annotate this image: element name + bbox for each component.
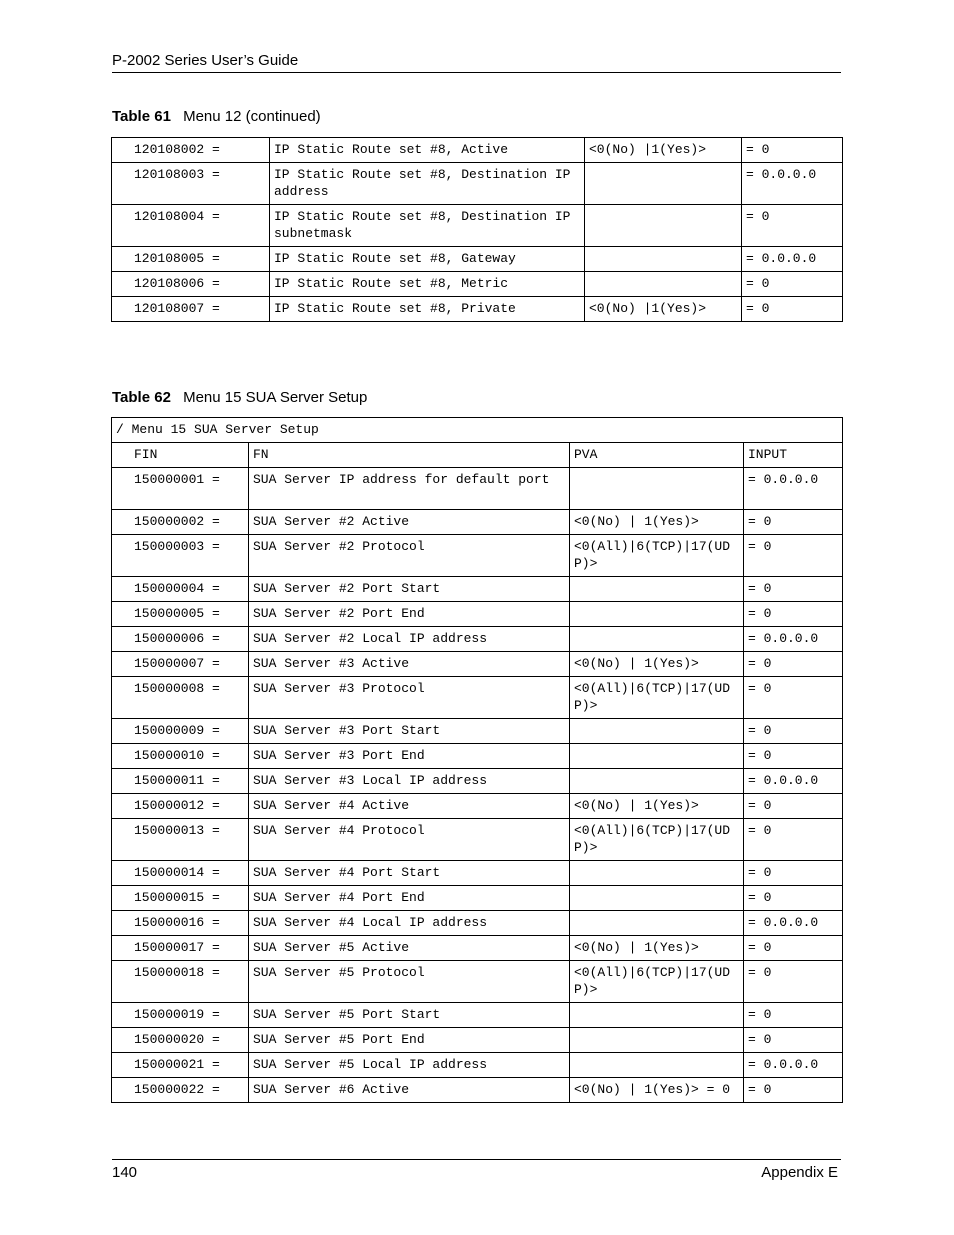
table-row — [112, 769, 843, 794]
table-row — [112, 272, 843, 297]
cell-fin: 150000012 = — [112, 794, 249, 819]
cell-input: = 0 — [744, 819, 843, 861]
table-row — [112, 510, 843, 535]
cell-pva — [585, 205, 742, 247]
cell-fin: 150000004 = — [112, 577, 249, 602]
table-row — [112, 627, 843, 652]
cell-input: = 0 — [744, 936, 843, 961]
cell-input: = 0.0.0.0 — [744, 911, 843, 936]
cell-fin: 150000017 = — [112, 936, 249, 961]
table-62 — [111, 417, 843, 1103]
cell-input: = 0.0.0.0 — [742, 247, 843, 272]
cell-input: = 0 — [744, 510, 843, 535]
cell-fn: IP Static Route set #8, Active — [270, 138, 585, 163]
cell-fn: SUA Server #2 Active — [249, 510, 570, 535]
cell-pva: <0(No) | 1(Yes)> — [570, 936, 744, 961]
table61-label: Table 61 — [112, 108, 171, 125]
table-row — [112, 577, 843, 602]
cell-fn: SUA Server #4 Protocol — [249, 819, 570, 861]
cell-fn: SUA Server #4 Local IP address — [249, 911, 570, 936]
cell-input: = 0 — [744, 602, 843, 627]
table-row — [112, 677, 843, 719]
cell-fn: IP Static Route set #8, Metric — [270, 272, 585, 297]
cell-pva — [570, 1028, 744, 1053]
cell-pva: <0(No) |1(Yes)> — [585, 297, 742, 322]
table-row — [112, 961, 843, 1003]
page-header — [112, 52, 841, 73]
cell-fn: SUA Server #3 Local IP address — [249, 769, 570, 794]
cell-fin: 150000007 = — [112, 652, 249, 677]
cell-pva: <0(All)|6(TCP)|17(UDP)> — [570, 535, 744, 577]
cell-fn: SUA Server #3 Active — [249, 652, 570, 677]
cell-pva: <0(All)|6(TCP)|17(UDP)> — [570, 677, 744, 719]
cell-fn: IP Static Route set #8, Destination IP subnetmask — [270, 205, 585, 247]
cell-pva — [570, 468, 744, 510]
cell-fin: 150000021 = — [112, 1053, 249, 1078]
table-row — [112, 794, 843, 819]
cell-fin: 120108006 = — [112, 272, 270, 297]
cell-fin: 150000022 = — [112, 1078, 249, 1103]
cell-pva: <0(No) | 1(Yes)> — [570, 510, 744, 535]
cell-pva: <0(All)|6(TCP)|17(UDP)> — [570, 819, 744, 861]
cell-input: = 0 — [742, 138, 843, 163]
cell-fn: SUA Server #4 Port Start — [249, 861, 570, 886]
cell-fn: SUA Server #4 Port End — [249, 886, 570, 911]
cell-pva — [570, 886, 744, 911]
cell-fn: SUA Server #3 Port End — [249, 744, 570, 769]
table61-caption — [112, 108, 321, 125]
cell-pva — [570, 911, 744, 936]
cell-fin: 150000016 = — [112, 911, 249, 936]
cell-fin: 120108005 = — [112, 247, 270, 272]
cell-fin: 120108007 = — [112, 297, 270, 322]
cell-fin: 150000018 = — [112, 961, 249, 1003]
cell-pva — [570, 769, 744, 794]
table-61 — [111, 137, 843, 322]
table-header-row — [112, 443, 843, 468]
cell-fin: 150000011 = — [112, 769, 249, 794]
table-row — [112, 936, 843, 961]
table-row — [112, 468, 843, 510]
cell-input: = 0.0.0.0 — [744, 468, 843, 510]
cell-input: = 0.0.0.0 — [744, 627, 843, 652]
table-row — [112, 163, 843, 205]
table61-title: Menu 12 (continued) — [183, 108, 321, 125]
table-row — [112, 819, 843, 861]
table-row — [112, 1028, 843, 1053]
cell-fin: 150000019 = — [112, 1003, 249, 1028]
table-row — [112, 205, 843, 247]
table-row — [112, 602, 843, 627]
cell-input: = 0 — [744, 652, 843, 677]
cell-fin: 150000003 = — [112, 535, 249, 577]
cell-input: = 0 — [744, 1003, 843, 1028]
cell-fin: 150000006 = — [112, 627, 249, 652]
cell-pva: <0(No) | 1(Yes)> — [570, 652, 744, 677]
cell-input: = 0 — [744, 886, 843, 911]
cell-input: = 0.0.0.0 — [744, 769, 843, 794]
cell-fin: 120108004 = — [112, 205, 270, 247]
cell-pva — [570, 719, 744, 744]
cell-fn: IP Static Route set #8, Destination IP address — [270, 163, 585, 205]
cell-input: = 0 — [742, 297, 843, 322]
cell-fn: SUA Server #5 Local IP address — [249, 1053, 570, 1078]
cell-fin: 150000002 = — [112, 510, 249, 535]
column-header-pva: PVA — [570, 443, 744, 468]
table-row — [112, 886, 843, 911]
column-header-fn: FN — [249, 443, 570, 468]
table-row — [112, 1003, 843, 1028]
cell-input: = 0 — [744, 961, 843, 1003]
table-row — [112, 719, 843, 744]
table-row — [112, 911, 843, 936]
cell-fin: 150000020 = — [112, 1028, 249, 1053]
cell-fn: IP Static Route set #8, Gateway — [270, 247, 585, 272]
cell-fn: SUA Server #5 Active — [249, 936, 570, 961]
cell-fin: 150000014 = — [112, 861, 249, 886]
table-row — [112, 535, 843, 577]
cell-input: = 0 — [742, 205, 843, 247]
cell-fin: 120108003 = — [112, 163, 270, 205]
cell-pva — [585, 163, 742, 205]
cell-input: = 0 — [742, 272, 843, 297]
cell-pva — [570, 861, 744, 886]
cell-input: = 0.0.0.0 — [742, 163, 843, 205]
cell-pva — [570, 1053, 744, 1078]
cell-pva — [570, 627, 744, 652]
cell-fn: SUA Server #2 Protocol — [249, 535, 570, 577]
cell-pva — [585, 247, 742, 272]
cell-fn: SUA Server #2 Port End — [249, 602, 570, 627]
cell-input: = 0 — [744, 744, 843, 769]
cell-pva — [570, 577, 744, 602]
table-row — [112, 1078, 843, 1103]
cell-input: = 0 — [744, 1028, 843, 1053]
cell-input: = 0.0.0.0 — [744, 1053, 843, 1078]
cell-input: = 0 — [744, 677, 843, 719]
cell-input: = 0 — [744, 577, 843, 602]
menu-banner: / Menu 15 SUA Server Setup — [112, 418, 843, 443]
cell-fin: 150000013 = — [112, 819, 249, 861]
cell-fn: SUA Server #2 Port Start — [249, 577, 570, 602]
cell-fin: 150000015 = — [112, 886, 249, 911]
cell-fn: SUA Server #3 Port Start — [249, 719, 570, 744]
column-header-fin: FIN — [112, 443, 249, 468]
table62-label: Table 62 — [112, 389, 171, 406]
cell-fn: SUA Server #5 Port Start — [249, 1003, 570, 1028]
cell-fin: 150000010 = — [112, 744, 249, 769]
column-header-input: INPUT — [744, 443, 843, 468]
cell-pva — [570, 744, 744, 769]
table-row — [112, 1053, 843, 1078]
table-row — [112, 744, 843, 769]
cell-pva: <0(All)|6(TCP)|17(UDP)> — [570, 961, 744, 1003]
cell-fn: SUA Server #2 Local IP address — [249, 627, 570, 652]
cell-pva — [570, 1003, 744, 1028]
cell-pva: <0(No) | 1(Yes)> = 0 — [570, 1078, 744, 1103]
cell-pva: <0(No) | 1(Yes)> — [570, 794, 744, 819]
table-row — [112, 247, 843, 272]
cell-input: = 0 — [744, 794, 843, 819]
cell-fn: SUA Server #5 Port End — [249, 1028, 570, 1053]
cell-fn: SUA Server #5 Protocol — [249, 961, 570, 1003]
cell-fn: SUA Server IP address for default port — [249, 468, 570, 510]
section-name: Appendix E — [761, 1164, 838, 1181]
cell-fin: 150000005 = — [112, 602, 249, 627]
cell-fn: SUA Server #4 Active — [249, 794, 570, 819]
cell-input: = 0 — [744, 1078, 843, 1103]
cell-input: = 0 — [744, 861, 843, 886]
cell-pva: <0(No) |1(Yes)> — [585, 138, 742, 163]
cell-fin: 150000009 = — [112, 719, 249, 744]
cell-fn: SUA Server #3 Protocol — [249, 677, 570, 719]
table-row — [112, 297, 843, 322]
page-number: 140 — [112, 1164, 138, 1181]
table62-caption — [112, 389, 367, 406]
cell-fn: IP Static Route set #8, Private — [270, 297, 585, 322]
table62-title: Menu 15 SUA Server Setup — [183, 389, 368, 406]
cell-input: = 0 — [744, 535, 843, 577]
table-row — [112, 652, 843, 677]
cell-pva — [570, 602, 744, 627]
table-row — [112, 138, 843, 163]
cell-pva — [585, 272, 742, 297]
cell-input: = 0 — [744, 719, 843, 744]
cell-fin: 150000008 = — [112, 677, 249, 719]
document-title: P-2002 Series User’s Guide — [112, 52, 299, 69]
page-footer — [112, 1159, 841, 1181]
cell-fn: SUA Server #6 Active — [249, 1078, 570, 1103]
table-row — [112, 861, 843, 886]
cell-fin: 150000001 = — [112, 468, 249, 510]
cell-fin: 120108002 = — [112, 138, 270, 163]
